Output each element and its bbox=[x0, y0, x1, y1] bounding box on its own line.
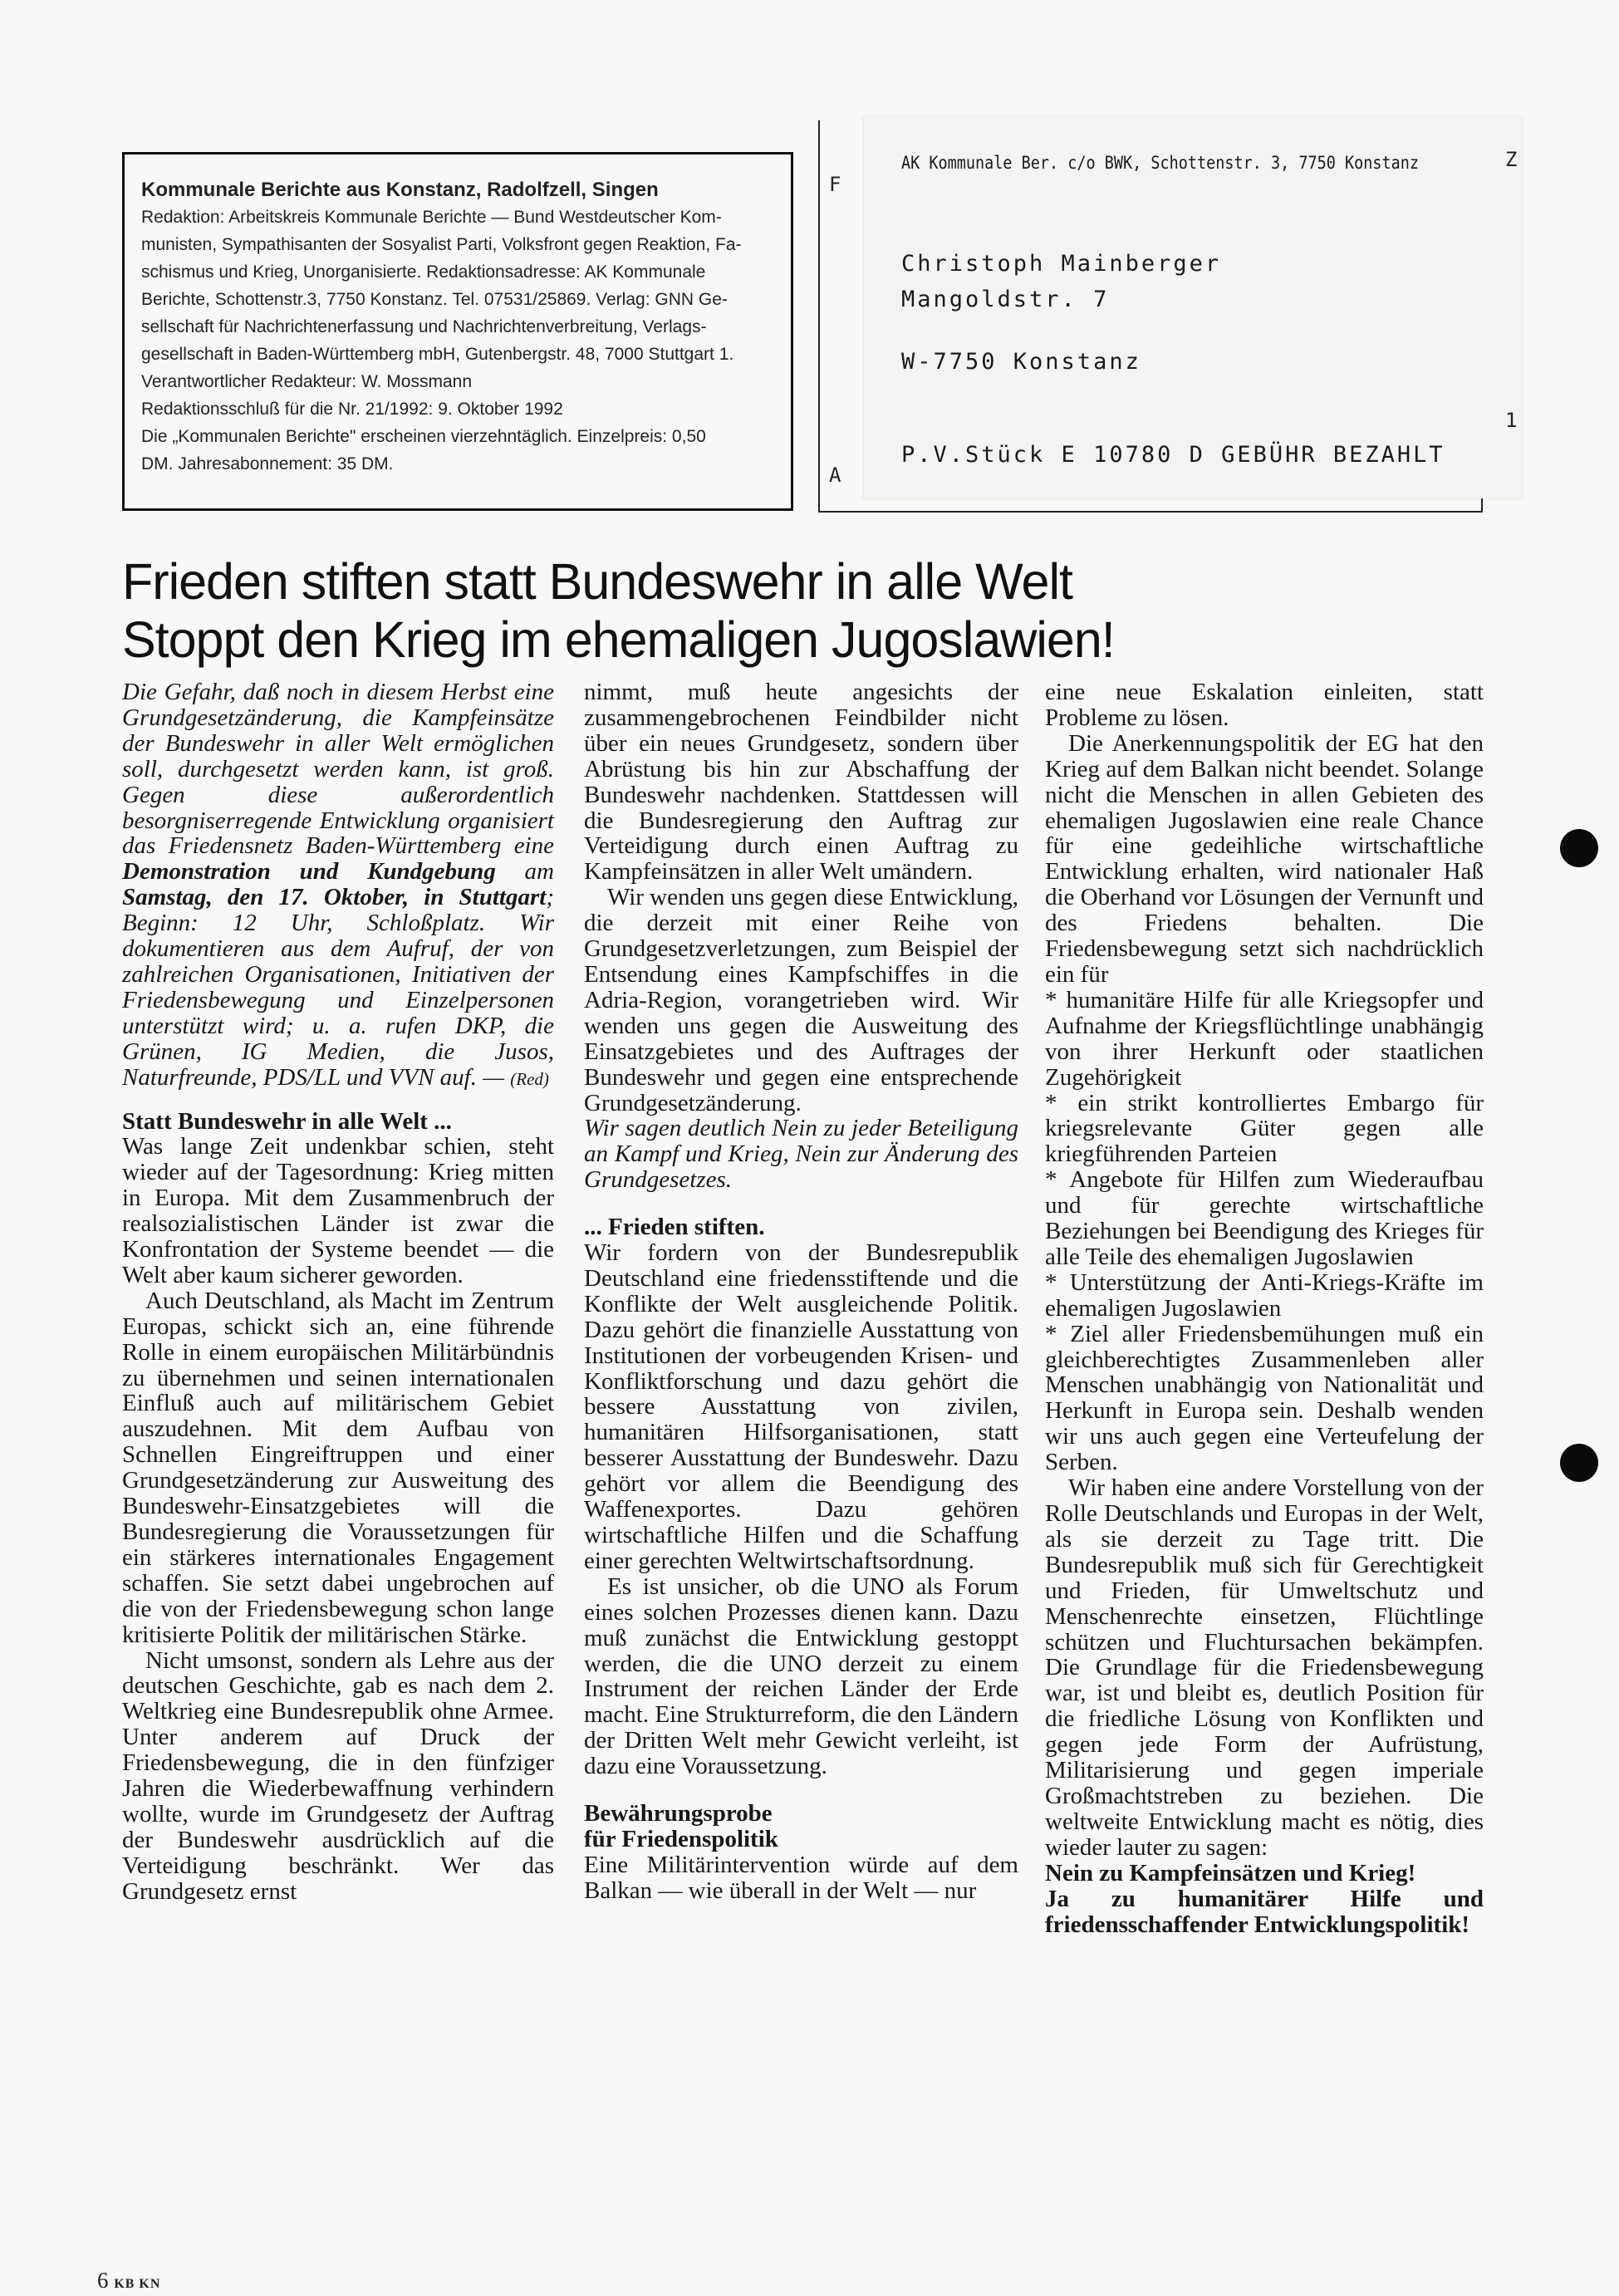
body-paragraph: Eine Militärintervention würde auf dem Balkan — wie überall in der Welt — nur bbox=[584, 1851, 1018, 1904]
spacer bbox=[584, 1193, 1018, 1214]
column-1 bbox=[122, 679, 554, 1905]
closing-slogan: Ja zu humanitärer Hilfe und friedensschaffender Entwicklungspolitik! bbox=[1045, 1885, 1484, 1938]
edge-letter: F bbox=[829, 173, 841, 196]
address-label bbox=[864, 116, 1522, 498]
headline-line: Frieden stiften statt Bundeswehr in alle Welt bbox=[122, 553, 1072, 610]
body-paragraph: nimmt, muß heute angesichts der zusammengebrochenen Feindbilder nicht über ein neues Grundgesetz, sondern über Abrüstung bis hin zur Abschaffung der Bundeswehr nachdenken. Stattdessen will die Bundesregierung den Auftrag zur Verteidigung durch einen Auftrag zu Kampfeinsätzen in aller Welt umändern. bbox=[584, 679, 1018, 886]
page-footer bbox=[97, 2268, 160, 2294]
intro-emphasis: Samstag, den 17. Oktober, in Stuttgart bbox=[122, 884, 547, 911]
closing-slogan: Nein zu Kampfeinsätzen und Krieg! bbox=[1045, 1859, 1416, 1886]
demand-item: * ein strikt kontrolliertes Embargo für kriegsrelevante Güter gegen alle kriegführenden Parteien bbox=[1045, 1089, 1484, 1168]
intro-text: am bbox=[495, 858, 555, 886]
edge-letter: Z bbox=[1505, 148, 1518, 171]
punch-hole bbox=[1560, 829, 1598, 867]
demand-item: * Unterstützung der Anti-Kriegs-Kräfte im ehemaligen Jugoslawien bbox=[1045, 1268, 1484, 1322]
imprint-title: Kommunale Berichte bbox=[141, 179, 341, 201]
section-heading: Statt Bundeswehr in alle Welt ... bbox=[122, 1107, 452, 1135]
imprint-line: munisten, Sympathisanten der Sosyalist Parti, Volksfront gegen Reaktion, Fa- bbox=[141, 235, 742, 254]
body-paragraph: Wir haben eine andere Vorstellung von der Rolle Deutschlands und Europas in der Welt, als sie derzeit zu Tage tritt. Die Bundesrepublik muß sich für Gerechtigkeit und Frieden, für Umweltschutz und Menschenrechte einsetzen, Flüchtlinge schützen und Fluchtursachen bekämpfen. Die Grundlage für die Friedensbewegung war, ist und bleibt es, deutlich Position für die friedliche Lösung von Konflikten und gegen jede Form der Aufrüstung, Militarisierung und gegen imperiale Großmachtstreben zu beziehen. Die weltweite Entwicklung macht es nötig, dies wieder lauter zu sagen: bbox=[1045, 1474, 1484, 1861]
imprint-line: DM. Jahresabonnement: 35 DM. bbox=[141, 454, 394, 473]
imprint-line: sellschaft für Nachrichtenerfassung und Nachrichtenverbreitung, Verlags- bbox=[141, 317, 707, 336]
body-paragraph: Auch Deutschland, als Macht im Zentrum Europas, schickt sich an, eine führende Rolle in einem europäischen Militärbündnis zu übernehmen und seinen internationalen Einfluß auch auf militärischem Gebiet auszudehnen. Mit dem Aufbau von Schnellen Eingreiftruppen und einer Grundgesetzänderung zur Ausweitung des Bundeswehr-Einsatzgebietes will die Bundesregierung die Voraussetzungen für ein stärkeres internationales Engagement schaffen. Sie setzt dabei ungebrochen auf die von der Friedensbewegung schon lange kritisierte Politik der militärischen Stärke. bbox=[122, 1287, 554, 1648]
imprint-line: gesellschaft in Baden-Württemberg mbH, Gutenbergstr. 48, 7000 Stuttgart 1. bbox=[141, 345, 734, 364]
imprint-line: schismus und Krieg, Unorganisierte. Redaktionsadresse: AK Kommunale bbox=[141, 262, 706, 282]
recipient-name: Christoph Mainberger bbox=[901, 251, 1222, 277]
body-paragraph: eine neue Eskalation einleiten, statt Probleme zu lösen. bbox=[1045, 679, 1484, 731]
body-paragraph: Wir wenden uns gegen diese Entwicklung, die derzeit mit einer Reihe von Grundgesetzverletzungen, zum Beispiel der Entsendung eines Kampfschiffes in die Adria-Region, vorangetrieben wird. Wir wenden uns gegen die Ausweitung des Einsatzgebietes und des Auftrages der Bundeswehr und gegen eine entsprechende Grundgesetzänderung. bbox=[584, 884, 1018, 1116]
imprint-line: Verantwortlicher Redakteur: W. Mossmann bbox=[141, 372, 472, 391]
spacer bbox=[122, 1092, 554, 1109]
demand-item: * Angebote für Hilfen zum Wiederaufbau und für gerechte wirtschaftliche Beziehungen bei Beendigung des Krieges für alle Teile des ehemaligen Jugoslawien bbox=[1045, 1166, 1484, 1270]
body-paragraph: Die Anerkennungspolitik der EG hat den Krieg auf dem Balkan nicht beendet. Solange nicht die Menschen in allen Gebieten des ehemaligen Jugoslawien eine reale Chance für eine gedeihliche wirtschaftliche Entwicklung erhalten, wird nationaler Haß die Oberhand vor Lösungen der Vernunft und des Friedens behalten. Die Friedensbewegung setzt sich nachdrücklich ein für bbox=[1045, 729, 1484, 988]
imprint-line: Redaktionsschluß für die Nr. 21/1992: 9. Oktober 1992 bbox=[141, 400, 563, 419]
edge-letter: A bbox=[829, 464, 841, 487]
body-paragraph: Es ist unsicher, ob die UNO als Forum eines solchen Prozesses dienen kann. Dazu muß zunächst die Entwicklung gestoppt werden, die die UNO derzeit zu einem Instrument der reichen Länder der Erde macht. Eine Strukturreform, die den Ländern der Dritten Welt mehr Gewicht verleiht, ist dazu eine Voraussetzung. bbox=[584, 1572, 1018, 1780]
imprint-heading bbox=[141, 176, 773, 204]
headline-line: Stoppt den Krieg im ehemaligen Jugoslawien! bbox=[122, 611, 1115, 668]
intro-text: ; Beginn: 12 Uhr, Schloßplatz. Wir dokumentieren aus dem Aufruf, der von zahlreichen Organisationen, Initiativen der Friedensbewegung und Einzelpersonen unterstützt wird; u. a. rufen DKP, die Grünen, IG Medien, die Jusos, Naturfreunde, PDS/LL und VVN auf. — bbox=[122, 884, 554, 1091]
headline bbox=[122, 552, 1501, 669]
imprint-line: Die „Kommunalen Berichte" erscheinen vierzehntäglich. Einzelpreis: 0,50 bbox=[141, 427, 706, 446]
publication-short: KB KN bbox=[114, 2277, 161, 2291]
imprint-line: Berichte, Schottenstr.3, 7750 Konstanz. Tel. 07531/25869. Verlag: GNN Ge- bbox=[141, 290, 728, 309]
punch-hole bbox=[1560, 1444, 1598, 1482]
demand-item: * humanitäre Hilfe für alle Kriegsopfer und Aufnahme der Kriegsflüchtlinge unabhängig von ihrer Herkunft oder staatlichen Zugehörigkeit bbox=[1045, 986, 1484, 1091]
recipient-city: W-7750 Konstanz bbox=[901, 349, 1141, 375]
column-2 bbox=[584, 679, 1018, 1904]
spacer bbox=[584, 1779, 1018, 1801]
editor-signature: (Red) bbox=[510, 1068, 549, 1089]
imprint-line: Redaktion: Arbeitskreis Kommunale Berichte — Bund Westdeutscher Kom- bbox=[141, 208, 722, 227]
body-paragraph: Nicht umsonst, sondern als Lehre aus der deutschen Geschichte, gab es nach dem 2. Weltkrieg eine Bundesrepublik ohne Armee. Unter anderem auf Druck der Friedensbewegung, die in den fünfziger Jahren die Wiederbewaffnung verhindern wollte, wurde im Grundgesetz der Auftrag der Bundeswehr ausdrücklich auf die Verteidigung beschränkt. Wer das Grundgesetz ernst bbox=[122, 1646, 554, 1905]
section-heading: für Friedenspolitik bbox=[584, 1825, 778, 1852]
page-number: 6 bbox=[97, 2268, 109, 2293]
column-3 bbox=[1045, 679, 1484, 1937]
demand-item: * Ziel aller Friedensbemühungen muß ein gleichberechtigtes Zusammenleben aller Menschen unabhängig von Nationalität und Herkunft in Europa sein. Deshalb wenden wir uns auch gegen eine Verteufelung der Serben. bbox=[1045, 1320, 1484, 1476]
imprint-subtitle: aus Konstanz, Radolfzell, Singen bbox=[341, 179, 659, 201]
body-paragraph: Was lange Zeit undenkbar schien, steht wieder auf der Tagesordnung: Krieg mitten in Europa. Mit dem Zusammenbruch der realsozialistischen Länder ist zwar die Konfrontation der Systeme beendet — die Welt aber kaum sicherer geworden. bbox=[122, 1133, 554, 1288]
intro-emphasis: Demonstration und Kundgebung bbox=[122, 858, 496, 886]
intro-paragraph bbox=[122, 679, 554, 1092]
intro-text: Die Gefahr, daß noch in diesem Herbst eine Grundgesetzänderung, die Kampfeinsätze der Bundeswehr in aller Welt ermöglichen soll, durchgesetzt werden kann, ist groß. Gegen diese außerordentlich besorgniserregende Entwicklung organisiert das Friedensnetz Baden-Württemberg eine bbox=[122, 679, 554, 860]
recipient-street: Mangoldstr. 7 bbox=[901, 287, 1110, 312]
body-paragraph-emphasis: Wir sagen deutlich Nein zu jeder Beteiligung an Kampf und Krieg, Nein zur Änderung des Grundgesetzes. bbox=[584, 1115, 1018, 1194]
imprint-box bbox=[122, 152, 793, 511]
body-paragraph: Wir fordern von der Bundesrepublik Deutschland eine friedensstiftende und die Konflikte der Welt ausgleichende Politik. Dazu gehört die finanzielle Ausstattung von Institutionen der vorbeugenden Krisen- und Konfliktforschung und dazu gehört die bessere Ausstattung von zivilen, humanitären Hilfsorganisationen, statt besserer Ausstattung der Bundeswehr. Dazu gehört vor allem die Beendigung des Waffenexportes. Dazu gehören wirtschaftliche Hilfen und die Schaffung einer gerechten Weltwirtschaftsordnung. bbox=[584, 1239, 1018, 1574]
edge-letter: 1 bbox=[1505, 409, 1518, 432]
sender-address: AK Kommunale Ber. c/o BWK, Schottenstr. 3, 7750 Konstanz bbox=[901, 153, 1420, 173]
postage-line: P.V.Stück E 10780 D GEBÜHR BEZAHLT bbox=[901, 442, 1445, 468]
section-heading: ... Frieden stiften. bbox=[584, 1214, 765, 1241]
section-heading: Bewährungsprobe bbox=[584, 1800, 773, 1827]
